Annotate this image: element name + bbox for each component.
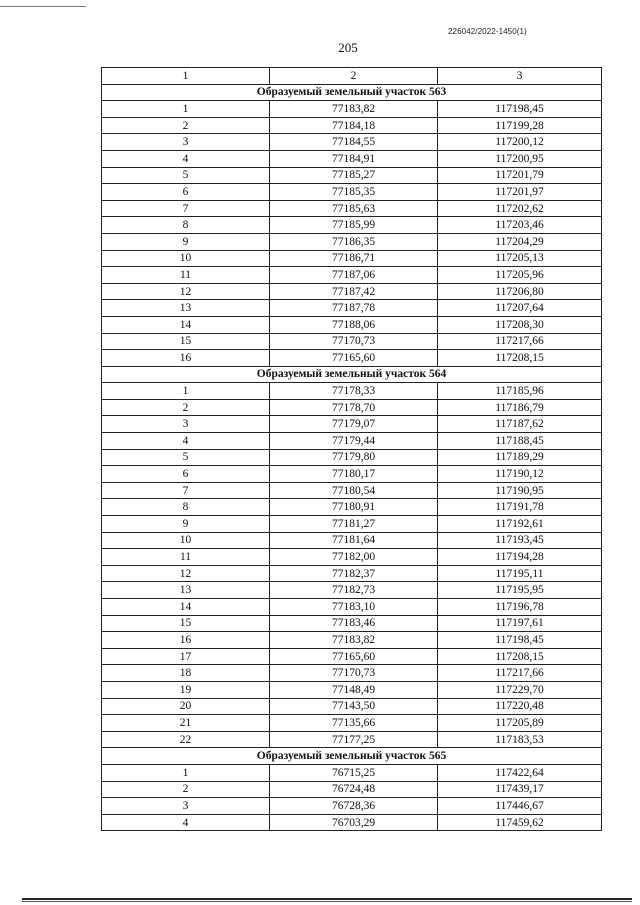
point-number: 14 bbox=[102, 316, 270, 333]
table-row bbox=[102, 482, 602, 499]
table-row bbox=[102, 648, 602, 665]
coordinate-x: 77148,49 bbox=[270, 681, 438, 698]
document-number: 226042/2022-1450(1) bbox=[448, 27, 527, 36]
table-row bbox=[102, 350, 602, 367]
point-number: 16 bbox=[102, 632, 270, 649]
coordinate-y: 117446,67 bbox=[438, 798, 602, 815]
point-number: 7 bbox=[102, 200, 270, 217]
coordinate-y: 117220,48 bbox=[438, 698, 602, 715]
table-row bbox=[102, 200, 602, 217]
point-number: 1 bbox=[102, 383, 270, 400]
coordinate-y: 117202,62 bbox=[438, 200, 602, 217]
point-number: 4 bbox=[102, 433, 270, 450]
top-rule bbox=[0, 6, 86, 7]
table-row bbox=[102, 333, 602, 350]
coordinate-x: 77184,91 bbox=[270, 150, 438, 167]
section-title-row bbox=[102, 366, 602, 383]
coordinate-x: 76703,29 bbox=[270, 814, 438, 831]
table-row bbox=[102, 416, 602, 433]
point-number: 12 bbox=[102, 565, 270, 582]
point-number: 11 bbox=[102, 549, 270, 566]
coordinates-table bbox=[101, 67, 602, 831]
point-number: 1 bbox=[102, 764, 270, 781]
coordinate-y: 117191,78 bbox=[438, 499, 602, 516]
coordinate-x: 76724,48 bbox=[270, 781, 438, 798]
point-number: 11 bbox=[102, 267, 270, 284]
coordinate-x: 77187,42 bbox=[270, 283, 438, 300]
table-row bbox=[102, 217, 602, 234]
coordinate-y: 117190,95 bbox=[438, 482, 602, 499]
coordinate-y: 117192,61 bbox=[438, 516, 602, 533]
coordinate-x: 77165,60 bbox=[270, 648, 438, 665]
coordinate-x: 77183,10 bbox=[270, 599, 438, 616]
coordinate-x: 77187,06 bbox=[270, 267, 438, 284]
point-number: 14 bbox=[102, 599, 270, 616]
table-row bbox=[102, 184, 602, 201]
point-number: 1 bbox=[102, 101, 270, 118]
bottom-rule bbox=[22, 898, 632, 900]
coordinate-y: 117183,53 bbox=[438, 731, 602, 748]
coordinate-y: 117194,28 bbox=[438, 549, 602, 566]
coordinate-x: 77178,33 bbox=[270, 383, 438, 400]
coordinate-x: 77165,60 bbox=[270, 350, 438, 367]
coordinate-x: 77181,27 bbox=[270, 516, 438, 533]
point-number: 8 bbox=[102, 217, 270, 234]
point-number: 9 bbox=[102, 516, 270, 533]
coordinate-y: 117188,45 bbox=[438, 433, 602, 450]
table-row bbox=[102, 516, 602, 533]
coordinate-y: 117208,15 bbox=[438, 648, 602, 665]
point-number: 13 bbox=[102, 300, 270, 317]
table-row bbox=[102, 383, 602, 400]
section-title-row bbox=[102, 84, 602, 101]
table-row bbox=[102, 665, 602, 682]
coordinate-y: 117217,66 bbox=[438, 665, 602, 682]
point-number: 5 bbox=[102, 449, 270, 466]
coordinate-y: 117199,28 bbox=[438, 117, 602, 134]
point-number: 19 bbox=[102, 681, 270, 698]
coordinate-y: 117205,89 bbox=[438, 715, 602, 732]
table-row bbox=[102, 731, 602, 748]
coordinate-y: 117201,97 bbox=[438, 184, 602, 201]
table-row bbox=[102, 466, 602, 483]
point-number: 3 bbox=[102, 798, 270, 815]
point-number: 10 bbox=[102, 250, 270, 267]
point-number: 12 bbox=[102, 283, 270, 300]
column-header-2: 2 bbox=[270, 68, 438, 85]
point-number: 4 bbox=[102, 814, 270, 831]
table-row bbox=[102, 681, 602, 698]
coordinate-y: 117204,29 bbox=[438, 233, 602, 250]
table-row bbox=[102, 300, 602, 317]
coordinate-x: 77181,64 bbox=[270, 532, 438, 549]
coordinate-x: 77182,73 bbox=[270, 582, 438, 599]
coordinate-x: 77182,00 bbox=[270, 549, 438, 566]
coordinate-y: 117217,66 bbox=[438, 333, 602, 350]
table-row bbox=[102, 433, 602, 450]
coordinate-y: 117198,45 bbox=[438, 101, 602, 118]
table-row bbox=[102, 399, 602, 416]
table-row bbox=[102, 781, 602, 798]
coordinate-x: 77180,17 bbox=[270, 466, 438, 483]
table-row bbox=[102, 565, 602, 582]
point-number: 22 bbox=[102, 731, 270, 748]
coordinate-x: 77180,91 bbox=[270, 499, 438, 516]
coordinate-y: 117200,95 bbox=[438, 150, 602, 167]
coordinate-y: 117195,11 bbox=[438, 565, 602, 582]
table-row bbox=[102, 499, 602, 516]
table-row bbox=[102, 632, 602, 649]
coordinate-y: 117422,64 bbox=[438, 764, 602, 781]
point-number: 6 bbox=[102, 184, 270, 201]
table-row bbox=[102, 582, 602, 599]
point-number: 21 bbox=[102, 715, 270, 732]
point-number: 7 bbox=[102, 482, 270, 499]
coordinate-x: 76715,25 bbox=[270, 764, 438, 781]
table-row bbox=[102, 150, 602, 167]
coordinate-x: 77179,44 bbox=[270, 433, 438, 450]
coordinate-x: 77183,82 bbox=[270, 632, 438, 649]
coordinate-y: 117196,78 bbox=[438, 599, 602, 616]
coordinate-x: 77185,27 bbox=[270, 167, 438, 184]
table-row bbox=[102, 599, 602, 616]
coordinate-y: 117187,62 bbox=[438, 416, 602, 433]
point-number: 16 bbox=[102, 350, 270, 367]
coordinate-y: 117229,70 bbox=[438, 681, 602, 698]
coordinate-y: 117206,80 bbox=[438, 283, 602, 300]
coordinate-x: 77185,99 bbox=[270, 217, 438, 234]
point-number: 3 bbox=[102, 416, 270, 433]
table-row bbox=[102, 449, 602, 466]
table-row bbox=[102, 814, 602, 831]
table-row bbox=[102, 615, 602, 632]
point-number: 2 bbox=[102, 781, 270, 798]
coordinate-x: 77184,18 bbox=[270, 117, 438, 134]
coordinate-y: 117207,64 bbox=[438, 300, 602, 317]
point-number: 9 bbox=[102, 233, 270, 250]
table-row bbox=[102, 167, 602, 184]
coordinate-x: 77179,80 bbox=[270, 449, 438, 466]
coordinate-y: 117186,79 bbox=[438, 399, 602, 416]
column-header-1: 1 bbox=[102, 68, 270, 85]
point-number: 4 bbox=[102, 150, 270, 167]
table-row bbox=[102, 532, 602, 549]
coordinate-y: 117208,15 bbox=[438, 350, 602, 367]
table-row bbox=[102, 134, 602, 151]
point-number: 15 bbox=[102, 333, 270, 350]
point-number: 13 bbox=[102, 582, 270, 599]
coordinate-x: 77187,78 bbox=[270, 300, 438, 317]
point-number: 2 bbox=[102, 117, 270, 134]
coordinate-x: 77186,71 bbox=[270, 250, 438, 267]
coordinate-y: 117205,96 bbox=[438, 267, 602, 284]
page-number: 205 bbox=[338, 40, 358, 55]
table-row bbox=[102, 698, 602, 715]
coordinate-x: 77182,37 bbox=[270, 565, 438, 582]
coordinate-x: 77170,73 bbox=[270, 665, 438, 682]
table-row bbox=[102, 117, 602, 134]
coordinates-table-body bbox=[102, 68, 602, 831]
point-number: 15 bbox=[102, 615, 270, 632]
table-row bbox=[102, 764, 602, 781]
coordinate-y: 117201,79 bbox=[438, 167, 602, 184]
coordinate-y: 117195,95 bbox=[438, 582, 602, 599]
point-number: 17 bbox=[102, 648, 270, 665]
coordinate-y: 117198,45 bbox=[438, 632, 602, 649]
coordinate-x: 77179,07 bbox=[270, 416, 438, 433]
coordinate-y: 117205,13 bbox=[438, 250, 602, 267]
coordinate-y: 117190,12 bbox=[438, 466, 602, 483]
section-title: Образуемый земельный участок 564 bbox=[102, 366, 602, 383]
table-row bbox=[102, 283, 602, 300]
table-row bbox=[102, 101, 602, 118]
coordinate-x: 76728,36 bbox=[270, 798, 438, 815]
coordinate-x: 77185,63 bbox=[270, 200, 438, 217]
coordinate-x: 77180,54 bbox=[270, 482, 438, 499]
point-number: 20 bbox=[102, 698, 270, 715]
section-title: Образуемый земельный участок 565 bbox=[102, 748, 602, 765]
coordinate-y: 117459,62 bbox=[438, 814, 602, 831]
table-header-row bbox=[102, 68, 602, 85]
coordinate-y: 117197,61 bbox=[438, 615, 602, 632]
table-row bbox=[102, 549, 602, 566]
point-number: 10 bbox=[102, 532, 270, 549]
coordinate-x: 77183,82 bbox=[270, 101, 438, 118]
section-title: Образуемый земельный участок 563 bbox=[102, 84, 602, 101]
table-row bbox=[102, 233, 602, 250]
table-row bbox=[102, 316, 602, 333]
coordinate-x: 77185,35 bbox=[270, 184, 438, 201]
coordinate-x: 77183,46 bbox=[270, 615, 438, 632]
point-number: 3 bbox=[102, 134, 270, 151]
coordinate-x: 77135,66 bbox=[270, 715, 438, 732]
table-row bbox=[102, 250, 602, 267]
coordinate-x: 77184,55 bbox=[270, 134, 438, 151]
point-number: 5 bbox=[102, 167, 270, 184]
coordinate-x: 77170,73 bbox=[270, 333, 438, 350]
table-row bbox=[102, 267, 602, 284]
coordinate-x: 77178,70 bbox=[270, 399, 438, 416]
coordinate-x: 77188,06 bbox=[270, 316, 438, 333]
bottom-rule-thin bbox=[22, 901, 632, 902]
coordinate-y: 117185,96 bbox=[438, 383, 602, 400]
coordinate-y: 117208,30 bbox=[438, 316, 602, 333]
coordinate-y: 117193,45 bbox=[438, 532, 602, 549]
table-row bbox=[102, 798, 602, 815]
point-number: 18 bbox=[102, 665, 270, 682]
coordinate-x: 77143,50 bbox=[270, 698, 438, 715]
coordinate-y: 117439,17 bbox=[438, 781, 602, 798]
section-title-row bbox=[102, 748, 602, 765]
coordinate-x: 77186,35 bbox=[270, 233, 438, 250]
point-number: 2 bbox=[102, 399, 270, 416]
point-number: 6 bbox=[102, 466, 270, 483]
coordinate-y: 117200,12 bbox=[438, 134, 602, 151]
column-header-3: 3 bbox=[438, 68, 602, 85]
coordinate-x: 77177,25 bbox=[270, 731, 438, 748]
coordinate-y: 117189,29 bbox=[438, 449, 602, 466]
coordinate-y: 117203,46 bbox=[438, 217, 602, 234]
table-row bbox=[102, 715, 602, 732]
point-number: 8 bbox=[102, 499, 270, 516]
